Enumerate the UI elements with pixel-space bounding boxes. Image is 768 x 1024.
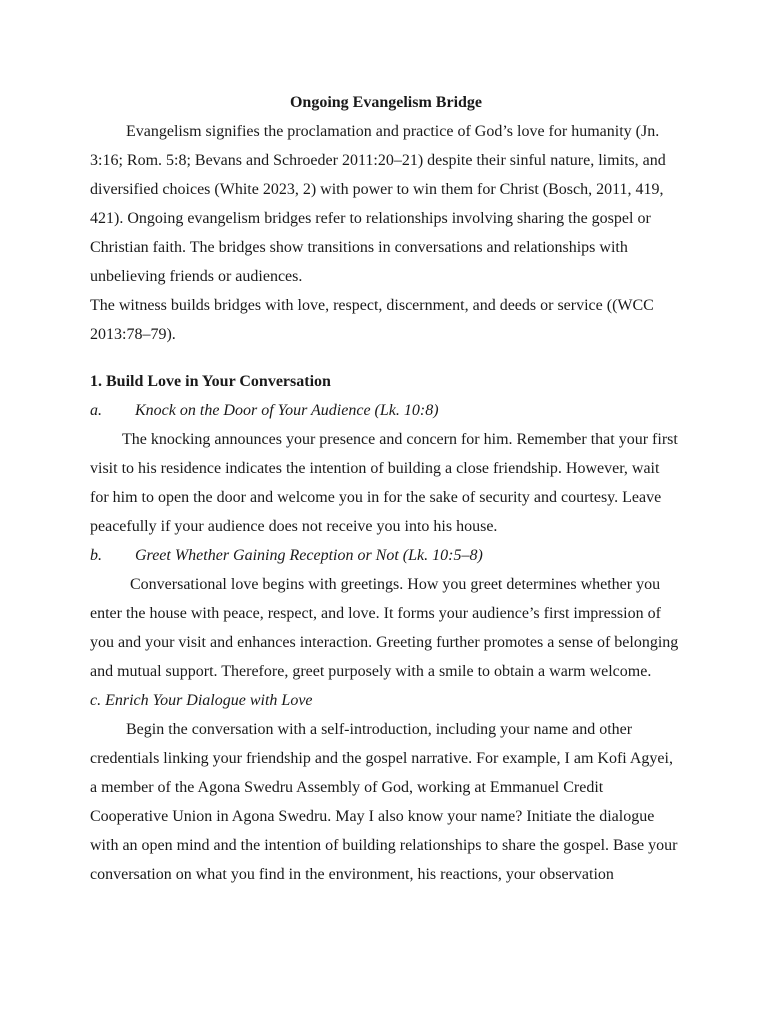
subsection-a-title: Knock on the Door of Your Audience (Lk. 10:8) — [135, 402, 439, 419]
subsection-c-heading: c. Enrich Your Dialogue with Love — [90, 692, 313, 709]
subsection-b-paragraph: Conversational love begins with greetings. How you greet determines whether you enter the house with peace, respect, and love. It forms your audience’s first impression of you and your visit and enhances interaction. Greeting further promotes a sense of belonging and mutual support. Therefore, greet purposely with a smile to obtain a warm welcome. — [90, 576, 679, 680]
witness-paragraph: The witness builds bridges with love, respect, discernment, and deeds or service ((WCC 2013:78–79). — [90, 297, 654, 343]
subsection-a-heading — [90, 396, 682, 425]
subsection-b-letter: b. — [90, 547, 102, 564]
document-body — [90, 88, 682, 889]
intro-paragraph: Evangelism signifies the proclamation and practice of God’s love for humanity (Jn. 3:16; Rom. 5:8; Bevans and Schroeder 2011:20–21) despite their sinful nature, limits, and diversified choices (White 2023, 2) with power to win them for Christ (Bosch, 2011, 419, 421). Ongoing evangelism bridges refer to relationships involving sharing the gospel or Christian faith. The bridges show transitions in conversations and relationships with unbelieving friends or audiences. — [90, 123, 666, 285]
subsection-c-paragraph: Begin the conversation with a self-introduction, including your name and other credentials linking your friendship and the gospel narrative. For example, I am Kofi Agyei, a member of the Agona Swedru Assembly of God, working at Emmanuel Credit Cooperative Union in Agona Swedru. May I also know your name? Initiate the dialogue with an open mind and the intention of building relationships to share the gospel. Base your conversation on what you find in the environment, his reactions, your observation — [90, 721, 678, 883]
section-1-heading: 1. Build Love in Your Conversation — [90, 373, 331, 390]
document-title: Ongoing Evangelism Bridge — [289, 94, 483, 111]
subsection-a-letter: a. — [90, 402, 102, 419]
subsection-b-title: Greet Whether Gaining Reception or Not (Lk. 10:5–8) — [135, 547, 483, 564]
section-spacer — [90, 349, 682, 367]
subsection-b-heading — [90, 541, 682, 570]
subsection-a-paragraph: The knocking announces your presence and concern for him. Remember that your first visit to his residence indicates the intention of building a close friendship. However, wait for him to open the door and welcome you in for the sake of security and courtesy. Leave peacefully if your audience does not receive you into his house. — [90, 431, 678, 535]
